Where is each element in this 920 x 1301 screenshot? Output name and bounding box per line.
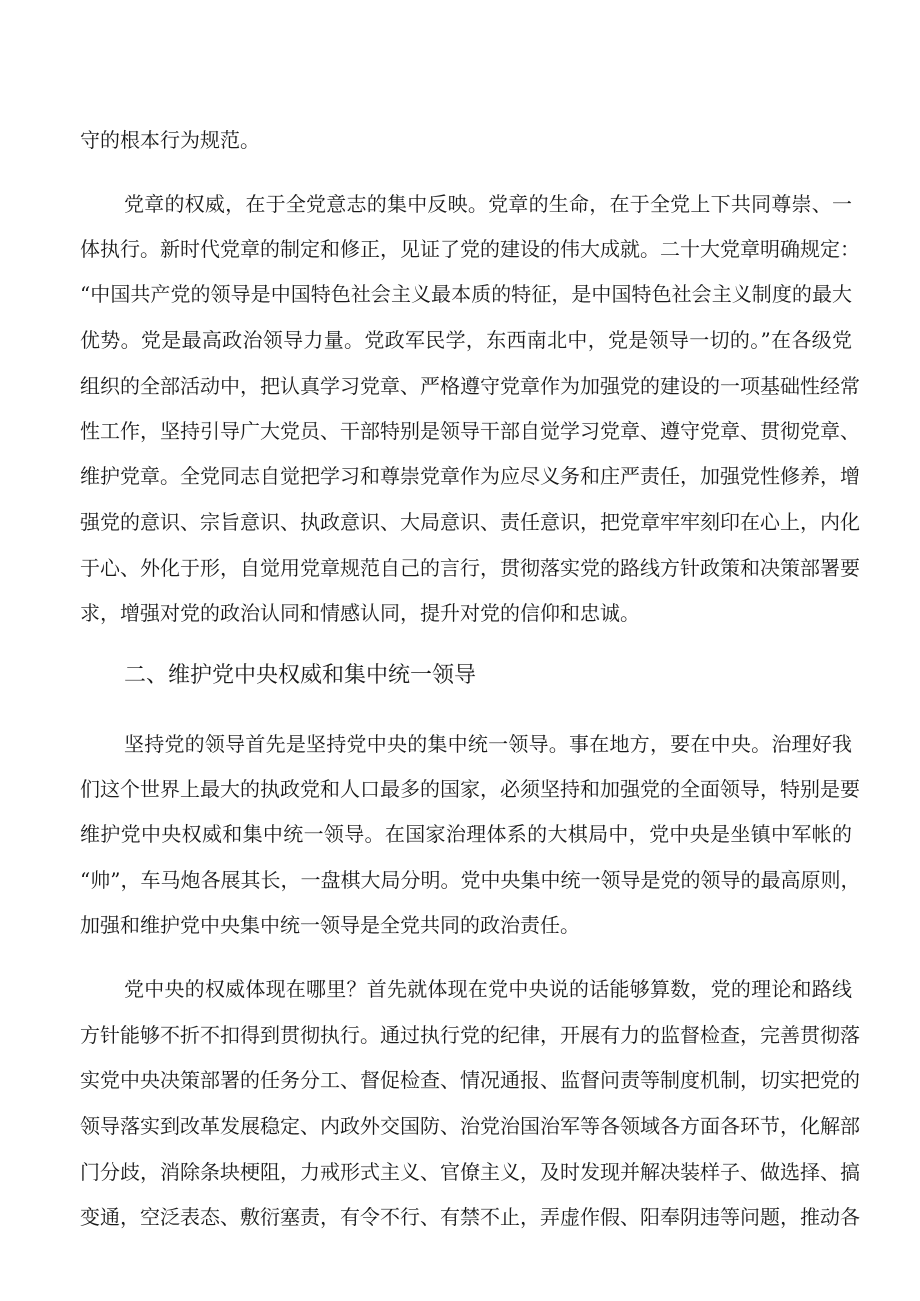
paragraph-line: 优势。党是最高政治领导力量。党政军民学，东西南北中，党是领导一切的。”在各级党 — [80, 328, 852, 352]
paragraph-line: 加强和维护党中央集中统一领导是全党共同的政治责任。 — [80, 913, 580, 937]
paragraph-line: 体执行。新时代党章的制定和修正，见证了党的建设的伟大成就。二十大党章明确规定： — [80, 237, 860, 261]
paragraph-line: 守的根本行为规范。 — [80, 128, 260, 152]
paragraph-line: “中国共产党的领导是中国特色社会主义最本质的特征，是中国特色社会主义制度的最大 — [80, 282, 852, 306]
paragraph-line: 于心、外化于形，自觉用党章规范自己的言行，贯彻落实党的路线方针政策和决策部署要 — [80, 556, 860, 580]
paragraph-line: 求，增强对党的政治认同和情感认同，提升对党的信仰和忠诚。 — [80, 601, 640, 625]
paragraph-line: 领导落实到改革发展稳定、内政外交国防、治党治国治军等各领域各方面各环节，化解部 — [80, 1114, 860, 1138]
paragraph-line: 维护党章。全党同志自觉把学习和尊崇党章作为应尽义务和庄严责任，加强党性修养，增 — [80, 464, 860, 488]
paragraph-line: 方针能够不折不扣得到贯彻执行。通过执行党的纪律，开展有力的监督检查，完善贯彻落 — [80, 1023, 860, 1047]
paragraph-line: 强党的意识、宗旨意识、执政意识、大局意识、责任意识，把党章牢牢刻印在心上，内化 — [80, 510, 860, 534]
paragraph-line: 坚持党的领导首先是坚持党中央的集中统一领导。事在地方，要在中央。治理好我 — [124, 732, 852, 756]
paragraph-line: 党中央的权威体现在哪里？首先就体现在党中央说的话能够算数，党的理论和路线 — [124, 977, 852, 1001]
paragraph-line: 维护党中央权威和集中统一领导。在国家治理体系的大棋局中，党中央是坐镇中军帐的 — [80, 822, 852, 846]
paragraph-line: 变通，空泛表态、敷衍塞责，有令不行、有禁不止，弄虚作假、阳奉阴违等问题，推动各 — [80, 1205, 860, 1229]
paragraph-line: 党章的权威，在于全党意志的集中反映。党章的生命，在于全党上下共同尊崇、一 — [124, 192, 852, 216]
paragraph-line: “帅”，车马炮各展其长，一盘棋大局分明。党中央集中统一领导是党的领导的最高原则， — [80, 868, 861, 892]
paragraph-line: 们这个世界上最大的执政党和人口最多的国家，必须坚持和加强党的全面领导，特别是要 — [80, 777, 860, 801]
paragraph-line: 门分歧，消除条块梗阻，力戒形式主义、官僚主义，及时发现并解决装样子、做选择、搞 — [80, 1160, 860, 1184]
paragraph-line: 组织的全部活动中，把认真学习党章、严格遵守党章作为加强党的建设的一项基础性经常 — [80, 374, 860, 398]
section-heading: 二、维护党中央权威和集中统一领导 — [124, 663, 477, 688]
paragraph-line: 实党中央决策部署的任务分工、督促检查、情况通报、监督问责等制度机制，切实把党的 — [80, 1068, 860, 1092]
paragraph-line: 性工作，坚持引导广大党员、干部特别是领导干部自觉学习党章、遵守党章、贯彻党章、 — [80, 419, 860, 443]
